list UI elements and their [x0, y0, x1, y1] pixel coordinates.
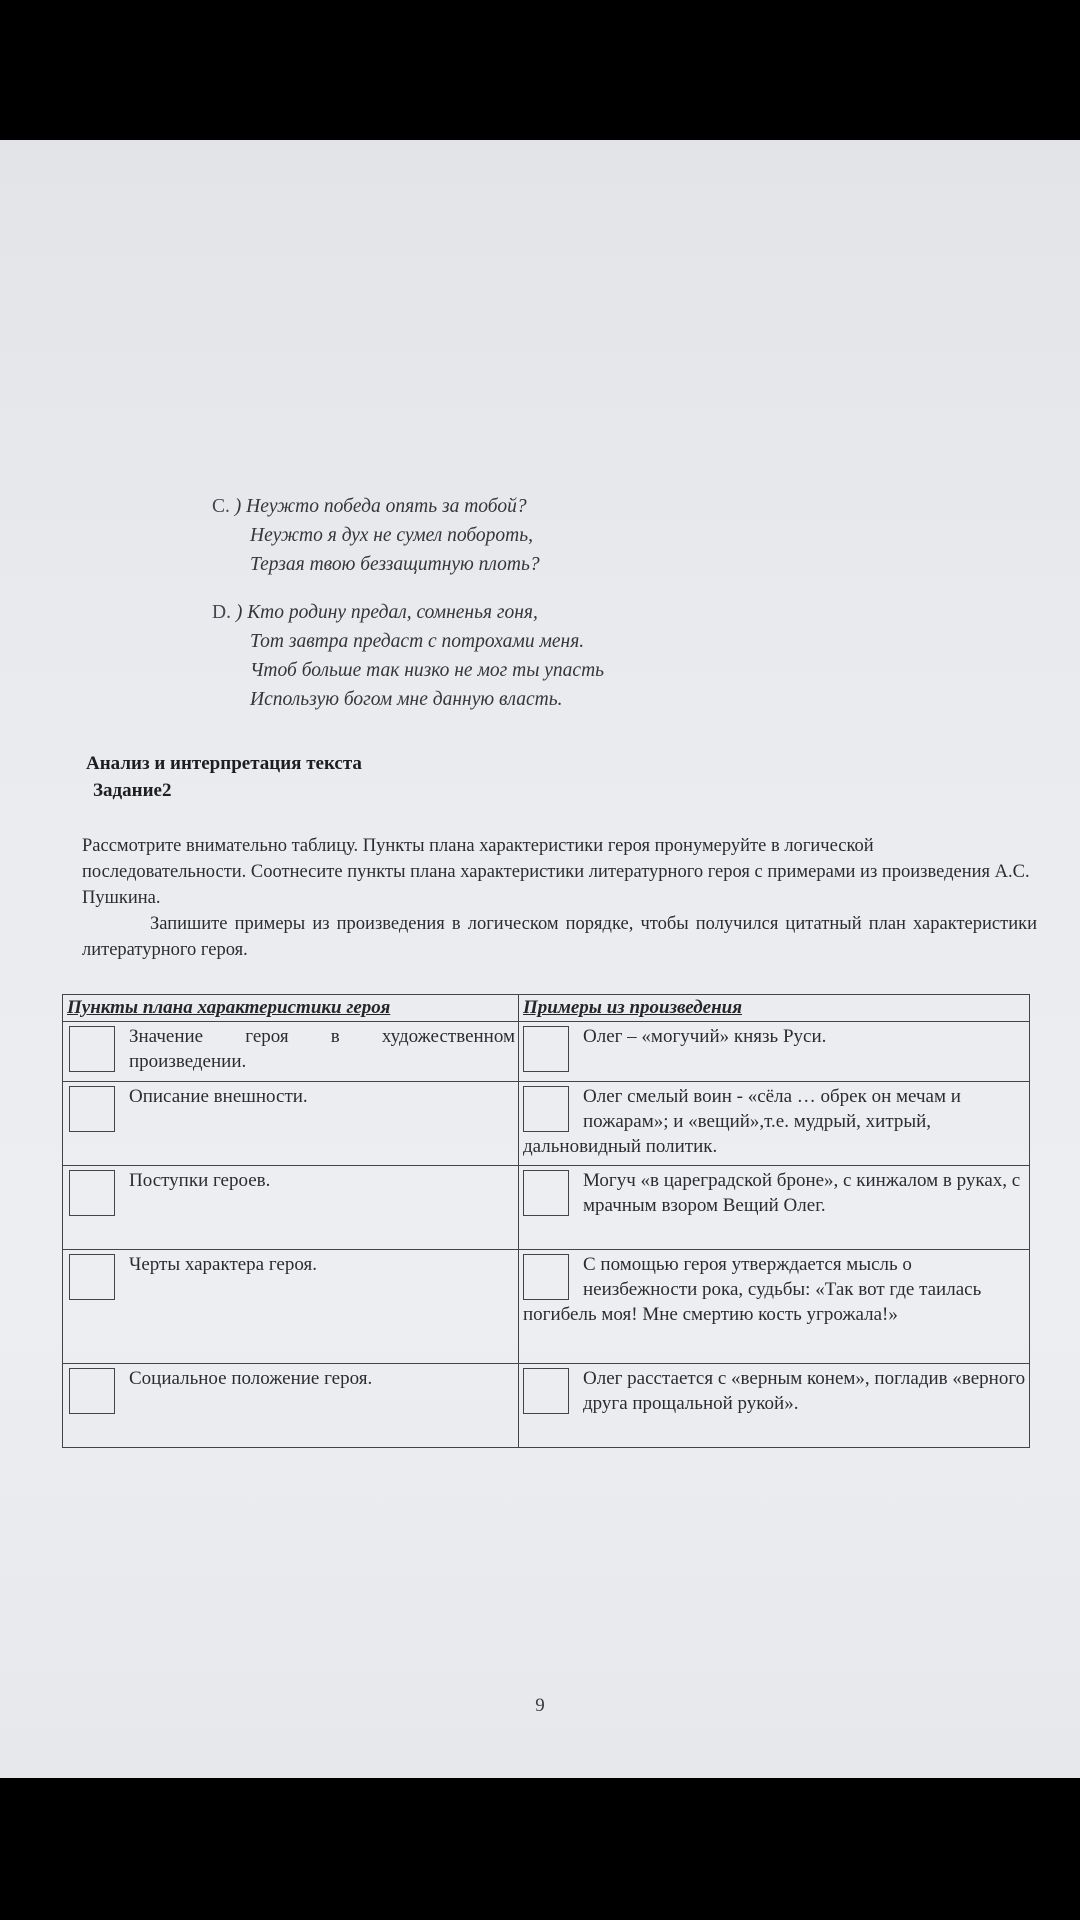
poem-c-line-2: Неужто я дух не сумел побороть,: [250, 525, 533, 546]
section-title: Анализ и интерпретация текста: [86, 753, 362, 774]
page-number: 9: [535, 1695, 545, 1716]
table-header-row: [63, 995, 1030, 1022]
example-text: Олег смелый воин - «сёла … обрек он мечам и пожарам»; и «вещий»,т.е. мудрый, хитрый, дальновидный политик.: [523, 1086, 961, 1157]
number-box-left-1[interactable]: [69, 1026, 115, 1072]
poem-d-line-4: Использую богом мне данную власть.: [250, 689, 563, 710]
table-row: [63, 1250, 1030, 1364]
plan-point-text: Черты характера героя.: [129, 1254, 317, 1275]
poem-c-line-1: ) Неужто победа опять за тобой?: [234, 496, 527, 517]
poem-option-c: [212, 492, 540, 579]
example-text: С помощью героя утверждается мысль о неизбежности рока, судьбы: «Так вот где таилась погибель моя! Мне смертию кость угрожала!»: [523, 1254, 982, 1325]
number-box-left-5[interactable]: [69, 1368, 115, 1414]
plan-point-text: Описание внешности.: [129, 1086, 308, 1107]
poem-d-line-1: ) Кто родину предал, сомненья гоня,: [235, 602, 538, 623]
number-box-right-2[interactable]: [523, 1086, 569, 1132]
poem-d-line-3: Чтоб больше так низко не мог ты упасть: [250, 660, 605, 681]
number-box-right-1[interactable]: [523, 1026, 569, 1072]
hero-plan-table: [62, 994, 1030, 1448]
poem-option-d: [212, 598, 604, 714]
example-text: Олег расстается с «верным конем», погладив «верного друга прощальной рукой».: [583, 1368, 1026, 1414]
instruction-paragraph-2-text: Запишите примеры из произведения в логическом порядке, чтобы получился цитатный план характеристики литературного героя.: [82, 914, 1037, 960]
number-box-right-3[interactable]: [523, 1170, 569, 1216]
task-title: Задание2: [93, 780, 172, 801]
plan-point-text: Социальное положение героя.: [129, 1368, 373, 1389]
number-box-right-5[interactable]: [523, 1368, 569, 1414]
example-text: Могуч «в цареградской броне», с кинжалом в руках, с мрачным взором Вещий Олег.: [583, 1170, 1021, 1216]
instruction-paragraph-1: Рассмотрите внимательно таблицу. Пункты плана характеристики героя пронумеруйте в логической последовательности. Соотнесите пункты плана характеристики литературного героя с примерами из произведения А.С. Пушкина.: [82, 836, 1030, 908]
option-letter-c: C.: [212, 496, 230, 517]
instruction-paragraph-2: [82, 911, 1037, 963]
table-row: [63, 1082, 1030, 1166]
table-row: [63, 1364, 1030, 1448]
worksheet-page: [0, 140, 1080, 1778]
header-plan-points: Пункты плана характеристики героя: [63, 995, 519, 1022]
example-text: Олег – «могучий» князь Руси.: [583, 1026, 827, 1047]
table-row: [63, 1022, 1030, 1082]
number-box-right-4[interactable]: [523, 1254, 569, 1300]
poem-d-line-2: Тот завтра предаст с потрохами меня.: [250, 631, 585, 652]
number-box-left-4[interactable]: [69, 1254, 115, 1300]
option-letter-d: D.: [212, 602, 231, 623]
plan-point-text: Значение героя в художественном произведении.: [129, 1026, 515, 1072]
number-box-left-3[interactable]: [69, 1170, 115, 1216]
plan-point-text: Поступки героев.: [129, 1170, 271, 1191]
table-row: [63, 1166, 1030, 1250]
number-box-left-2[interactable]: [69, 1086, 115, 1132]
poem-c-line-3: Терзая твою беззащитную плоть?: [250, 554, 540, 575]
header-examples: Примеры из произведения: [519, 995, 1030, 1022]
